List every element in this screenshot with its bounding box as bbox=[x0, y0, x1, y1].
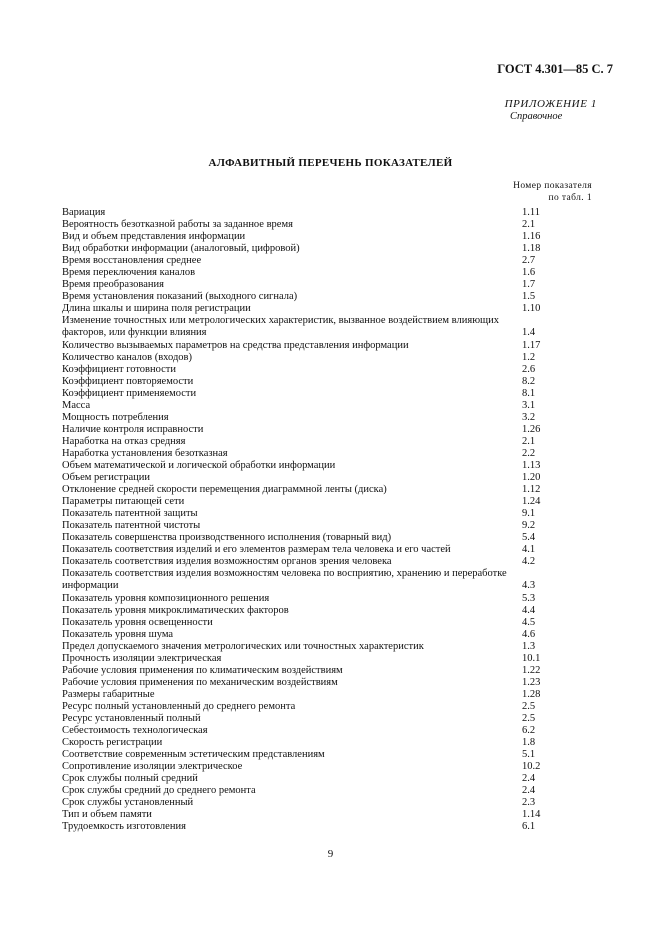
indicator-number: 1.17 bbox=[522, 339, 541, 351]
indicator-number: 1.8 bbox=[522, 737, 536, 749]
list-item bbox=[62, 532, 622, 544]
indicator-number: 2.5 bbox=[522, 712, 536, 724]
list-item bbox=[62, 496, 622, 508]
indicator-name: Показатель соответствия изделия возможностям человека по восприятию, хранению и переработке информации bbox=[62, 568, 507, 592]
indicator-name: Рабочие условия применения по климатическим воздействиям bbox=[62, 664, 343, 676]
indicator-name: Срок службы установленный bbox=[62, 797, 194, 809]
list-item bbox=[62, 593, 622, 605]
indicator-name: Предел допускаемого значения метрологических или точностных характеристик bbox=[62, 640, 424, 652]
indicator-number: 1.24 bbox=[522, 496, 541, 508]
list-item bbox=[62, 436, 622, 448]
indicator-name: Длина шкалы и ширина поля регистрации bbox=[62, 303, 251, 315]
page-number: 9 bbox=[327, 848, 334, 860]
indicator-name: Вероятность безотказной работы за заданное время bbox=[62, 219, 293, 231]
list-item bbox=[62, 797, 622, 809]
list-item bbox=[62, 821, 622, 833]
indicator-name: Показатель уровня композиционного решения bbox=[62, 592, 270, 604]
indicator-name: Ресурс полный установленный до среднего ремонта bbox=[62, 700, 296, 712]
appendix-kind: Справочное bbox=[510, 111, 563, 122]
indicator-number: 9.1 bbox=[522, 508, 536, 520]
indicator-number: 1.5 bbox=[522, 291, 536, 303]
list-item bbox=[62, 400, 622, 412]
list-item bbox=[62, 291, 622, 303]
list-item bbox=[62, 448, 622, 460]
indicator-name: Срок службы средний до среднего ремонта bbox=[62, 785, 256, 797]
indicator-number: 2.1 bbox=[522, 435, 536, 447]
list-item bbox=[62, 231, 622, 243]
indicator-number: 2.1 bbox=[522, 219, 536, 231]
indicator-name: Объем регистрации bbox=[62, 472, 151, 484]
list-item bbox=[62, 315, 622, 339]
indicator-number: 10.2 bbox=[522, 761, 541, 773]
list-item bbox=[62, 376, 622, 388]
list-item bbox=[62, 677, 622, 689]
indicator-name: Количество каналов (входов) bbox=[62, 351, 193, 363]
list-item bbox=[62, 352, 622, 364]
indicator-name: Показатель уровня освещенности bbox=[62, 616, 213, 628]
list-item bbox=[62, 605, 622, 617]
list-item bbox=[62, 243, 622, 255]
list-item bbox=[62, 219, 622, 231]
list-item bbox=[62, 303, 622, 315]
list-item bbox=[62, 701, 622, 713]
indicator-number: 2.4 bbox=[522, 785, 536, 797]
indicator-name: Размеры габаритные bbox=[62, 688, 155, 700]
indicator-name: Время переключения каналов bbox=[62, 267, 196, 279]
indicator-number: 6.1 bbox=[522, 821, 536, 833]
page-title: АЛФАВИТНЫЙ ПЕРЕЧЕНЬ ПОКАЗАТЕЛЕЙ bbox=[208, 157, 453, 169]
indicator-name: Время установления показаний (выходного сигнала) bbox=[62, 291, 298, 303]
indicator-number: 9.2 bbox=[522, 520, 536, 532]
list-item bbox=[62, 424, 622, 436]
list-item bbox=[62, 617, 622, 629]
indicator-number: 10.1 bbox=[522, 652, 541, 664]
list-item bbox=[62, 737, 622, 749]
list-item bbox=[62, 689, 622, 701]
list-item bbox=[62, 364, 622, 376]
indicator-name: Рабочие условия применения по механическим воздействиям bbox=[62, 676, 338, 688]
list-item bbox=[62, 544, 622, 556]
indicator-number: 2.5 bbox=[522, 700, 536, 712]
list-item bbox=[62, 568, 622, 592]
indicator-number: 3.1 bbox=[522, 399, 536, 411]
list-item bbox=[62, 340, 622, 352]
indicator-number: 5.3 bbox=[522, 592, 536, 604]
indicator-name: Коэффициент повторяемости bbox=[62, 375, 194, 387]
indicator-name: Параметры питающей сети bbox=[62, 496, 185, 508]
indicator-name: Показатель уровня шума bbox=[62, 628, 174, 640]
indicator-name: Соответствие современным эстетическим представлениям bbox=[62, 749, 325, 761]
indicator-number: 1.26 bbox=[522, 423, 541, 435]
indicator-name: Скорость регистрации bbox=[62, 737, 163, 749]
indicator-number: 4.4 bbox=[522, 604, 536, 616]
list-item bbox=[62, 267, 622, 279]
list-item bbox=[62, 472, 622, 484]
indicator-number: 1.20 bbox=[522, 472, 541, 484]
indicator-name: Показатель уровня микроклиматических факторов bbox=[62, 604, 289, 616]
list-item bbox=[62, 641, 622, 653]
list-item bbox=[62, 725, 622, 737]
indicator-number: 2.4 bbox=[522, 773, 536, 785]
list-item bbox=[62, 785, 622, 797]
indicator-number: 5.1 bbox=[522, 749, 536, 761]
list-item bbox=[62, 520, 622, 532]
list-item bbox=[62, 255, 622, 267]
column-header-line1: Номер показателя bbox=[513, 181, 592, 191]
indicator-name: Вид обработки информации (аналоговый, цифровой) bbox=[62, 243, 300, 255]
indicator-name: Сопротивление изоляции электрическое bbox=[62, 761, 243, 773]
indicator-number: 8.2 bbox=[522, 375, 536, 387]
list-item bbox=[62, 749, 622, 761]
indicator-name: Вид и объем представления информации bbox=[62, 231, 246, 243]
indicator-number: 1.14 bbox=[522, 809, 541, 821]
indicator-name: Время восстановления среднее bbox=[62, 255, 202, 267]
indicator-number: 1.3 bbox=[522, 640, 536, 652]
indicator-name: Коэффициент готовности bbox=[62, 363, 177, 375]
column-header-line2: по табл. 1 bbox=[548, 193, 592, 203]
indicator-number: 3.2 bbox=[522, 411, 536, 423]
indicator-name: Тип и объем памяти bbox=[62, 809, 152, 821]
indicator-name: Наработка на отказ средняя bbox=[62, 435, 186, 447]
indicator-number: 1.28 bbox=[522, 688, 541, 700]
indicator-name: Мощность потребления bbox=[62, 411, 169, 423]
indicator-number: 2.7 bbox=[522, 255, 536, 267]
indicator-number: 1.13 bbox=[522, 459, 541, 471]
indicator-name: Наличие контроля исправности bbox=[62, 423, 204, 435]
indicator-name: Показатель совершенства производственного исполнения (товарный вид) bbox=[62, 532, 392, 544]
list-item bbox=[62, 629, 622, 641]
list-item bbox=[62, 556, 622, 568]
indicator-list bbox=[62, 207, 622, 833]
list-item bbox=[62, 713, 622, 725]
indicator-number: 1.22 bbox=[522, 664, 541, 676]
indicator-name: Показатель патентной защиты bbox=[62, 508, 198, 520]
appendix-label: ПРИЛОЖЕНИЕ 1 bbox=[504, 98, 597, 110]
indicator-name: Себестоимость технологическая bbox=[62, 725, 208, 737]
indicator-number: 6.2 bbox=[522, 725, 536, 737]
indicator-number: 8.1 bbox=[522, 387, 536, 399]
indicator-name: Ресурс установленный полный bbox=[62, 712, 201, 724]
list-item bbox=[62, 665, 622, 677]
indicator-number: 1.7 bbox=[522, 279, 536, 291]
indicator-number: 1.16 bbox=[522, 231, 541, 243]
indicator-name: Время преобразования bbox=[62, 279, 164, 291]
list-item bbox=[62, 207, 622, 219]
indicator-number: 2.3 bbox=[522, 797, 536, 809]
indicator-name: Количество вызываемых параметров на средства представления информации bbox=[62, 339, 409, 351]
indicator-name: Объем математической и логической обработки информации bbox=[62, 459, 336, 471]
indicator-number: 1.2 bbox=[522, 351, 536, 363]
list-item bbox=[62, 653, 622, 665]
indicator-name: Показатель соответствия изделия возможностям органов зрения человека bbox=[62, 556, 392, 568]
list-item bbox=[62, 508, 622, 520]
indicator-name: Вариация bbox=[62, 207, 106, 218]
indicator-name: Масса bbox=[62, 399, 91, 411]
indicator-name: Изменение точностных или метрологических характеристик, вызванное воздействием влияющих факторов, или функции влияния bbox=[62, 315, 499, 339]
indicator-number: 4.6 bbox=[522, 628, 536, 640]
list-item bbox=[62, 412, 622, 424]
indicator-number: 2.2 bbox=[522, 447, 536, 459]
list-item bbox=[62, 460, 622, 472]
indicator-number: 2.6 bbox=[522, 363, 536, 375]
list-item bbox=[62, 761, 622, 773]
indicator-number: 1.12 bbox=[522, 484, 541, 496]
indicator-number: 1.10 bbox=[522, 303, 541, 315]
list-item bbox=[62, 773, 622, 785]
indicator-name: Отклонение средней скорости перемещения диаграммной ленты (диска) bbox=[62, 484, 387, 496]
indicator-number: 4.1 bbox=[522, 544, 536, 556]
indicator-number: 1.11 bbox=[522, 207, 540, 218]
indicator-name: Наработка установления безотказная bbox=[62, 447, 228, 459]
indicator-name: Срок службы полный средний bbox=[62, 773, 198, 785]
indicator-number: 4.3 bbox=[522, 580, 536, 592]
column-header bbox=[513, 180, 592, 204]
indicator-number: 1.23 bbox=[522, 676, 541, 688]
indicator-number: 5.4 bbox=[522, 532, 536, 544]
list-item bbox=[62, 388, 622, 400]
indicator-name: Прочность изоляции электрическая bbox=[62, 652, 222, 664]
indicator-number: 4.5 bbox=[522, 616, 536, 628]
list-item bbox=[62, 484, 622, 496]
indicator-number: 4.2 bbox=[522, 556, 536, 568]
indicator-number: 1.4 bbox=[522, 327, 536, 339]
indicator-name: Коэффициент применяемости bbox=[62, 387, 197, 399]
indicator-number: 1.6 bbox=[522, 267, 536, 279]
indicator-name: Показатель патентной чистоты bbox=[62, 520, 201, 532]
indicator-name: Показатель соответствия изделий и его элементов размерам тела человека и его частей bbox=[62, 544, 451, 556]
document-reference: ГОСТ 4.301—85 С. 7 bbox=[497, 62, 613, 76]
list-item bbox=[62, 809, 622, 821]
list-item bbox=[62, 279, 622, 291]
indicator-number: 1.18 bbox=[522, 243, 541, 255]
indicator-name: Трудоемкость изготовления bbox=[62, 821, 186, 833]
